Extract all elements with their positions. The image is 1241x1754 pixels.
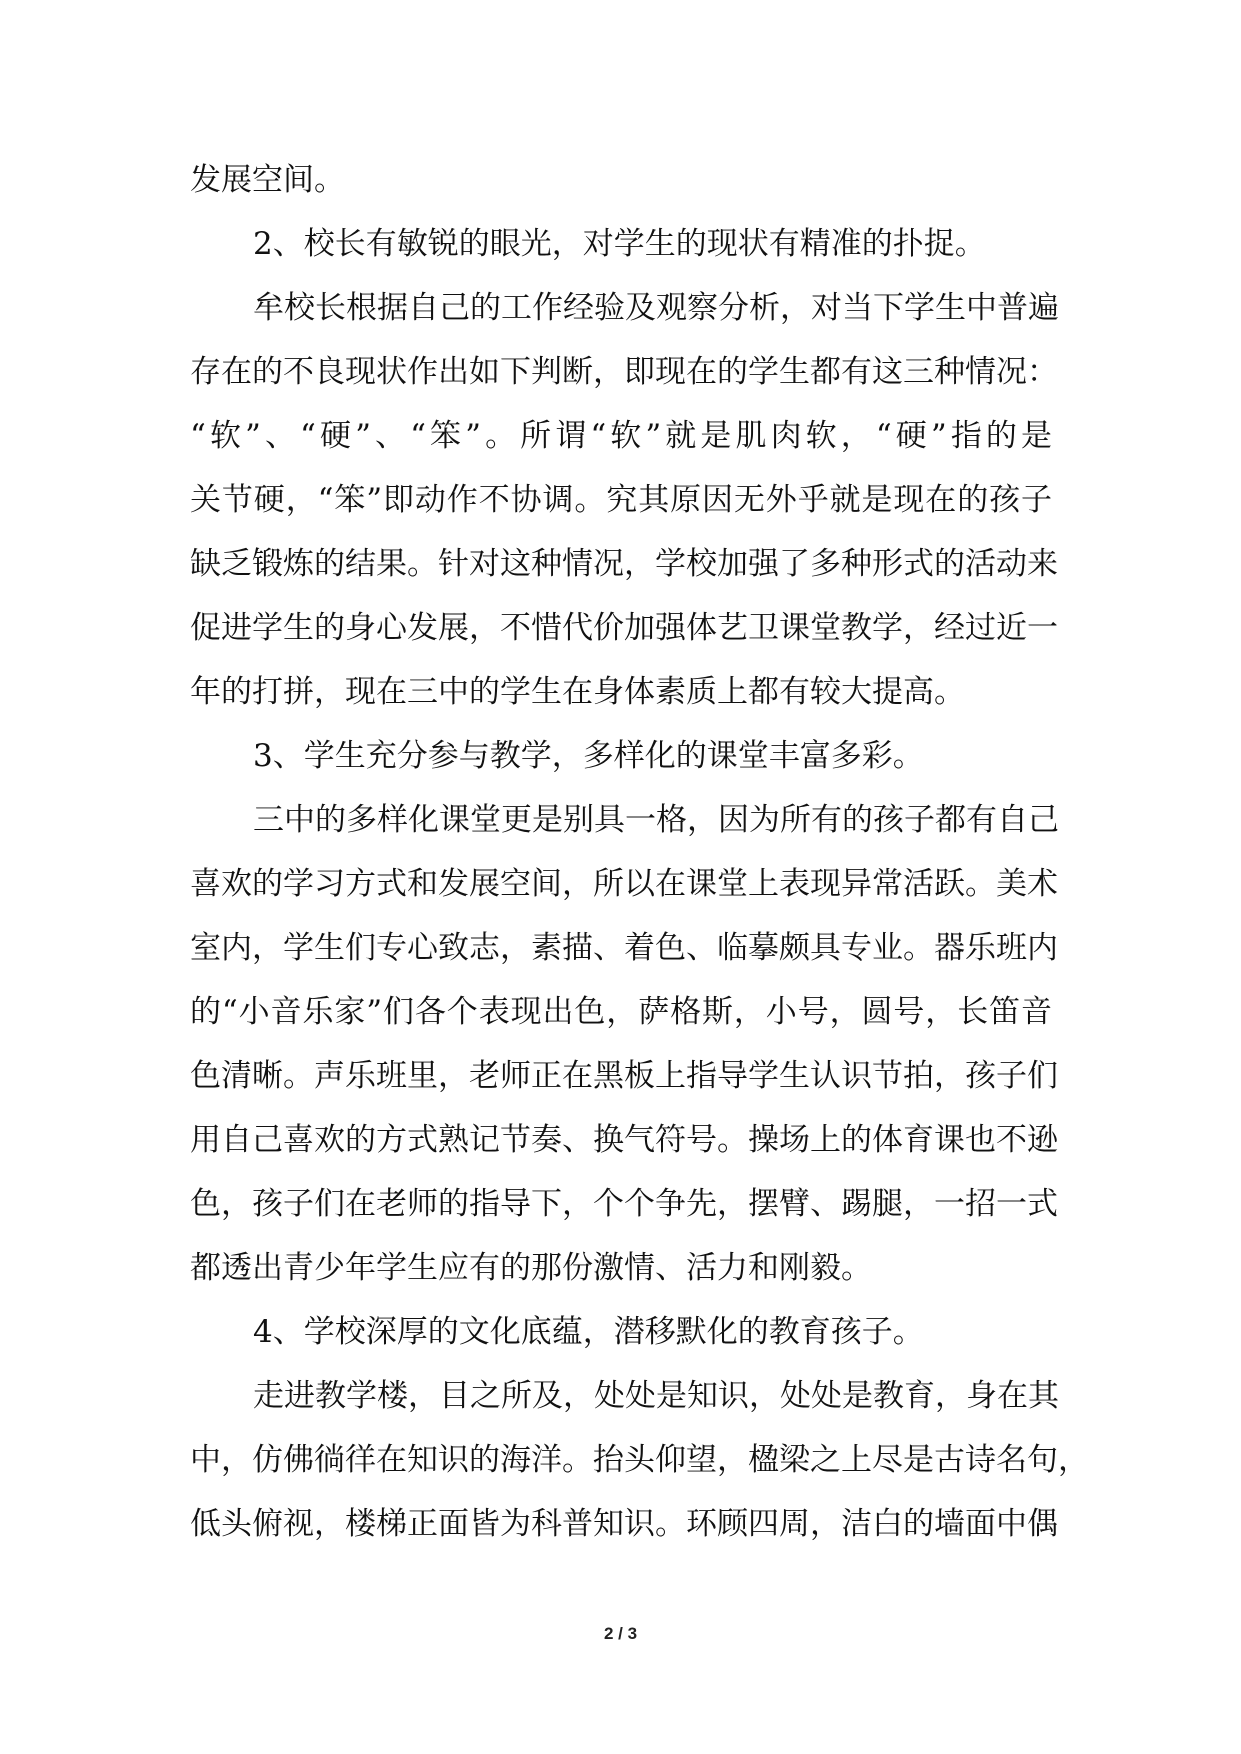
text-line: 三中的多样化课堂更是别具一格，因为所有的孩子都有自己 [253,802,1059,838]
document-body [190,148,1089,1556]
text-line: 的“小音乐家”们各个表现出色，萨格斯，小号，圆号，长笛音 [190,994,1052,1030]
text-line: 都透出青少年学生应有的那份激情、活力和刚毅。 [190,1250,872,1286]
section-heading: 3、学生充分参与教学，多样化的课堂丰富多彩。 [253,738,924,774]
section-heading: 4、学校深厚的文化底蕴，潜移默化的教育孩子。 [253,1314,924,1350]
text-line: 室内，学生们专心致志，素描、着色、临摹颇具专业。器乐班内 [190,930,1058,966]
text-line: 牟校长根据自己的工作经验及观察分析，对当下学生中普遍 [253,290,1059,326]
text-line: 促进学生的身心发展，不惜代价加强体艺卫课堂教学，经过近一 [190,610,1058,646]
text-line: 走进教学楼，目之所及，处处是知识，处处是教育，身在其 [253,1378,1059,1414]
page-number: 2 / 3 [603,1624,638,1643]
text-line: 喜欢的学习方式和发展空间，所以在课堂上表现异常活跃。美术 [190,866,1058,902]
text-line: “软”、“硬”、“笨”。所谓“软”就是肌肉软，“硬”指的是 [190,418,1052,454]
text-line: 发展空间。 [190,162,345,198]
text-line: 用自己喜欢的方式熟记节奏、换气符号。操场上的体育课也不逊 [190,1122,1058,1158]
text-line: 缺乏锻炼的结果。针对这种情况，学校加强了多种形式的活动来 [190,546,1058,582]
section-heading: 2、校长有敏锐的眼光，对学生的现状有精准的扑捉。 [253,226,986,262]
text-line: 关节硬，“笨”即动作不协调。究其原因无外乎就是现在的孩子 [190,482,1052,518]
text-line: 年的打拼，现在三中的学生在身体素质上都有较大提高。 [190,674,965,710]
text-line: 色，孩子们在老师的指导下，个个争先，摆臂、踢腿，一招一式 [190,1186,1058,1222]
text-line: 色清晰。声乐班里，老师正在黑板上指导学生认识节拍，孩子们 [190,1058,1058,1094]
text-line: 低头俯视，楼梯正面皆为科普知识。环顾四周，洁白的墙面中偶 [190,1506,1058,1542]
text-line: 中，仿佛徜徉在知识的海洋。抬头仰望，楹梁之上尽是古诗名句， [190,1442,1089,1478]
text-line: 存在的不良现状作出如下判断，即现在的学生都有这三种情况： [190,354,1058,390]
